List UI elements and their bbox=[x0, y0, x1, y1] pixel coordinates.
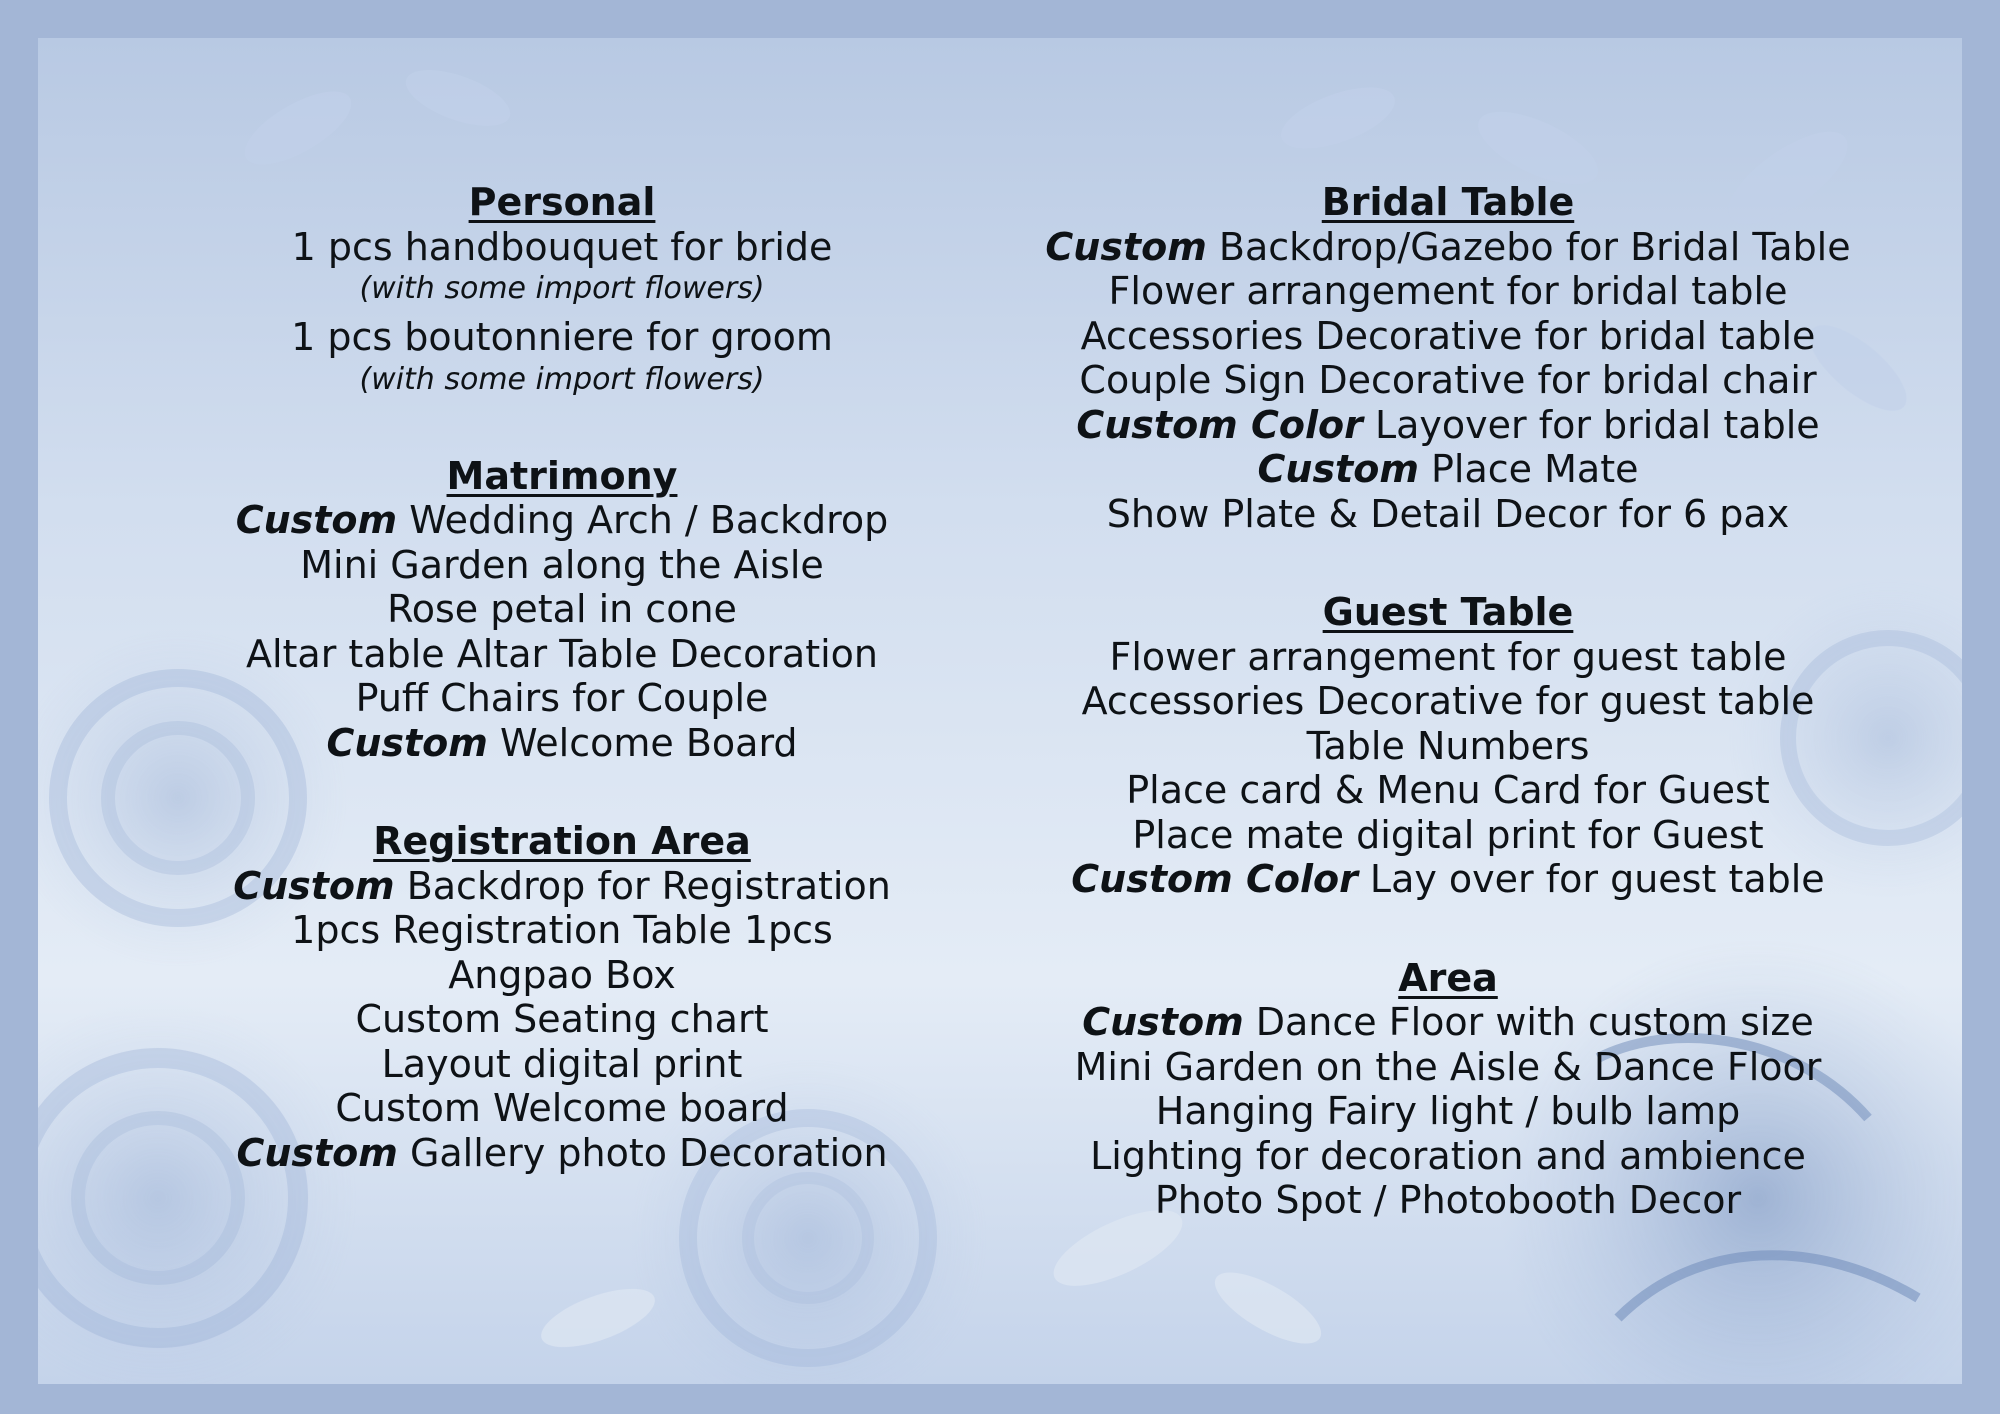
item-text: Gallery photo Decoration bbox=[397, 1130, 888, 1175]
item-text: Backdrop/Gazebo for Bridal Table bbox=[1206, 224, 1851, 269]
list-item bbox=[162, 1131, 962, 1176]
item-list bbox=[998, 635, 1898, 902]
section-guest-table bbox=[998, 590, 1898, 902]
list-item bbox=[162, 587, 962, 632]
list-item bbox=[998, 314, 1898, 359]
item-emphasis: Custom bbox=[326, 720, 488, 765]
list-item: 1 pcs handbouquet for bride bbox=[291, 224, 833, 269]
list-item bbox=[162, 997, 962, 1042]
list-item bbox=[998, 403, 1898, 448]
item-text: Hanging Fairy light / bulb lamp bbox=[1155, 1089, 1741, 1133]
item-emphasis: Custom bbox=[233, 863, 395, 908]
item-text: Photo Spot / Photobooth Decor bbox=[1154, 1178, 1742, 1222]
section-heading: Area bbox=[1398, 955, 1498, 1000]
list-item bbox=[998, 492, 1898, 537]
item-text: Flower arrangement for guest table bbox=[1109, 634, 1787, 679]
list-item bbox=[998, 269, 1898, 314]
item-emphasis: Custom bbox=[235, 498, 398, 542]
item-note: (with some import flowers) bbox=[359, 361, 765, 397]
list-item bbox=[998, 857, 1898, 902]
item-text: Lighting for decoration and ambience bbox=[1090, 1133, 1806, 1178]
item-text: Custom Seating chart bbox=[355, 997, 769, 1041]
list-item bbox=[998, 447, 1898, 492]
item-emphasis: Custom Color bbox=[1076, 402, 1363, 447]
item-text: Place card & Menu Card for Guest bbox=[1126, 768, 1770, 812]
list-item bbox=[162, 908, 962, 953]
right-column bbox=[998, 180, 1898, 1223]
section-heading: Registration Area bbox=[373, 819, 751, 863]
list-item bbox=[998, 1000, 1898, 1045]
section-matrimony bbox=[162, 454, 962, 766]
list-item bbox=[162, 721, 962, 766]
item-text: Table Numbers bbox=[1306, 723, 1590, 768]
left-column bbox=[162, 180, 962, 1175]
item-text: Rose petal in cone bbox=[387, 587, 737, 631]
list-item bbox=[162, 1042, 962, 1087]
item-text: Accessories Decorative for bridal table bbox=[1080, 313, 1816, 358]
item-text: Mini Garden on the Aisle & Dance Floor bbox=[1074, 1044, 1822, 1089]
item-list bbox=[162, 498, 962, 765]
section-heading: Matrimony bbox=[446, 453, 678, 498]
item-text: Altar table Altar Table Decoration bbox=[245, 631, 879, 676]
list-item bbox=[998, 358, 1898, 403]
list-item bbox=[162, 1086, 962, 1131]
item-text: Mini Garden along the Aisle bbox=[300, 542, 824, 587]
item-note: (with some import flowers) bbox=[359, 271, 765, 306]
list-item bbox=[162, 498, 962, 543]
section-area bbox=[998, 956, 1898, 1223]
list-item bbox=[998, 225, 1898, 270]
item-text: Accessories Decorative for guest table bbox=[1081, 679, 1815, 723]
list-item bbox=[162, 543, 962, 588]
item-text: Custom Welcome board bbox=[335, 1086, 789, 1130]
list-item bbox=[998, 724, 1898, 769]
list-item bbox=[998, 768, 1898, 813]
list-item bbox=[162, 632, 962, 677]
item-emphasis: Custom bbox=[236, 1130, 398, 1175]
section-heading: Guest Table bbox=[1322, 590, 1574, 634]
list-item bbox=[998, 635, 1898, 680]
menu-sheet bbox=[38, 38, 1962, 1384]
item-text: Backdrop for Registration bbox=[394, 863, 891, 908]
list-item bbox=[998, 1045, 1898, 1090]
item-text: Couple Sign Decorative for bridal chair bbox=[1079, 358, 1817, 402]
section-heading: Bridal Table bbox=[1321, 180, 1575, 224]
list-item bbox=[162, 864, 962, 909]
list-item bbox=[998, 1178, 1898, 1223]
list-item bbox=[162, 953, 962, 998]
list-item bbox=[998, 1089, 1898, 1134]
item-text: Place mate digital print for Guest bbox=[1132, 812, 1764, 857]
item-emphasis: Custom Color bbox=[1071, 857, 1358, 901]
list-item bbox=[998, 1134, 1898, 1179]
item-text: Wedding Arch / Backdrop bbox=[397, 498, 889, 542]
list-item bbox=[998, 813, 1898, 858]
item-text: Lay over for guest table bbox=[1357, 857, 1825, 901]
section-heading: Personal bbox=[468, 180, 656, 224]
item-text: Welcome Board bbox=[487, 720, 798, 765]
item-emphasis: Custom bbox=[1082, 1000, 1244, 1044]
section-personal bbox=[162, 180, 962, 400]
item-text: Layover for bridal table bbox=[1362, 402, 1820, 447]
list-item bbox=[162, 676, 962, 721]
item-text: Angpao Box bbox=[448, 952, 676, 997]
list-item bbox=[998, 679, 1898, 724]
item-emphasis: Custom bbox=[1045, 224, 1207, 269]
section-registration-area bbox=[162, 819, 962, 1175]
item-text: Place Mate bbox=[1418, 447, 1639, 491]
item-list bbox=[998, 225, 1898, 537]
item-text: Layout digital print bbox=[381, 1041, 743, 1086]
item-text: Flower arrangement for bridal table bbox=[1108, 269, 1788, 313]
item-text: 1pcs Registration Table 1pcs bbox=[291, 908, 833, 952]
item-text: Show Plate & Detail Decor for 6 pax bbox=[1106, 491, 1790, 536]
item-list bbox=[998, 1000, 1898, 1223]
list-item: 1 pcs boutonniere for groom bbox=[291, 315, 833, 359]
item-text: Puff Chairs for Couple bbox=[355, 676, 769, 720]
item-text: Dance Floor with custom size bbox=[1243, 1000, 1814, 1044]
section-bridal-table bbox=[998, 180, 1898, 536]
item-emphasis: Custom bbox=[1257, 447, 1419, 491]
item-list bbox=[162, 864, 962, 1176]
